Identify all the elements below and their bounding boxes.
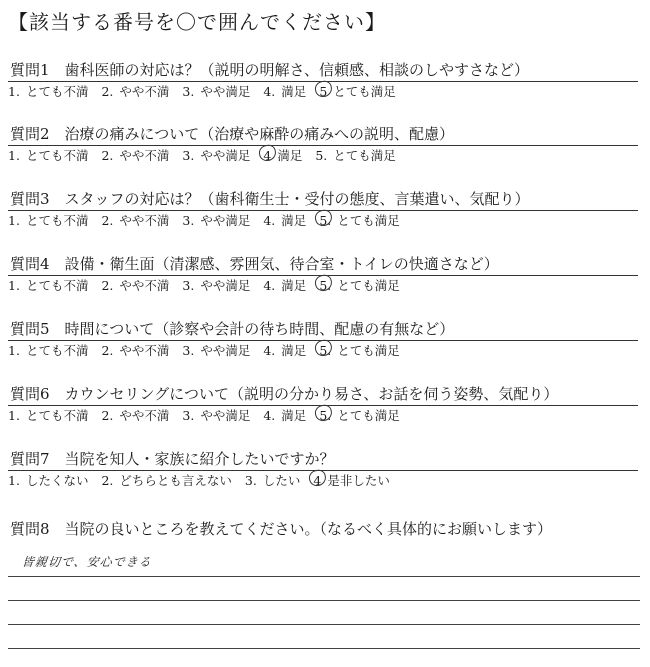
option-label: とても不満 (25, 278, 89, 293)
question-3 (8, 190, 638, 229)
rating-option-5[interactable] (319, 408, 399, 424)
option-label: 満足 (281, 278, 307, 293)
option-number: 3. (244, 473, 257, 488)
option-number: 1. (8, 213, 20, 228)
option-label: 満足 (281, 343, 307, 358)
rating-option-1[interactable] (8, 408, 88, 424)
option-number: 4 (313, 473, 322, 488)
option-number: 4. (263, 408, 276, 423)
option-label: とても満足 (333, 84, 396, 99)
rating-option-4[interactable] (263, 84, 306, 100)
rating-option-1[interactable] (8, 84, 88, 100)
rating-option-3[interactable] (182, 213, 250, 229)
option-number: 3. (182, 148, 195, 163)
option-label: やや不満 (119, 148, 170, 163)
rating-option-3[interactable] (182, 408, 250, 424)
handwritten-answer: 皆親切で、安心できる (21, 555, 153, 569)
question-heading: 質問2 治療の痛みについて（治療や麻酔の痛みへの説明、配慮） (8, 125, 638, 146)
rating-option-5[interactable] (315, 148, 395, 164)
rating-option-5[interactable] (319, 343, 399, 359)
rating-option-3[interactable] (182, 278, 250, 294)
option-number: 1. (8, 408, 20, 423)
option-number: 1. (8, 278, 20, 293)
rating-option-2[interactable] (101, 84, 169, 100)
question-heading: 質問6 カウンセリングについて（説明の分かり易さ、お話を伺う姿勢、気配り） (8, 385, 638, 406)
question-heading: 質問7 当院を知人・家族に紹介したいですか？ (8, 450, 638, 471)
question-8 (8, 520, 638, 540)
option-number: 5. (319, 408, 332, 423)
option-label: とても不満 (25, 213, 89, 228)
rating-option-2[interactable] (101, 473, 231, 489)
rating-option-2[interactable] (101, 213, 169, 229)
rating-option-4[interactable] (263, 148, 302, 164)
option-label: どちらとも言えない (119, 473, 232, 488)
options-row (8, 278, 638, 294)
option-number: 1. (8, 343, 20, 358)
option-number: 5. (315, 148, 328, 163)
option-number: 4. (263, 213, 276, 228)
option-label: とても満足 (337, 278, 400, 293)
option-label: やや満足 (200, 84, 251, 99)
rating-option-5[interactable] (319, 84, 395, 100)
option-label: とても満足 (333, 148, 396, 163)
answer-line (8, 577, 640, 601)
option-label: やや満足 (200, 278, 251, 293)
option-number: 4. (263, 84, 276, 99)
option-label: やや不満 (119, 343, 170, 358)
options-row (8, 343, 638, 359)
option-number: 2. (101, 84, 114, 99)
option-label: やや満足 (200, 408, 251, 423)
option-number: 2. (101, 213, 114, 228)
option-label: 満足 (281, 213, 307, 228)
option-number: 4 (263, 148, 272, 163)
options-row (8, 148, 638, 164)
option-label: 満足 (281, 84, 307, 99)
option-number: 2. (101, 473, 114, 488)
option-number: 1. (8, 84, 20, 99)
rating-option-4[interactable] (263, 278, 306, 294)
option-number: 4. (263, 343, 276, 358)
rating-option-1[interactable] (8, 148, 88, 164)
option-number: 5 (319, 84, 328, 99)
rating-option-2[interactable] (101, 343, 169, 359)
rating-option-4[interactable] (313, 473, 389, 489)
option-label: やや満足 (200, 213, 251, 228)
option-number: 3. (182, 278, 195, 293)
option-number: 1. (8, 473, 20, 488)
question-6 (8, 385, 638, 424)
answer-line (8, 625, 640, 649)
option-label: 満足 (277, 148, 303, 163)
rating-option-4[interactable] (263, 343, 306, 359)
rating-option-4[interactable] (263, 213, 306, 229)
rating-option-3[interactable] (182, 148, 250, 164)
option-number: 1. (8, 148, 20, 163)
option-label: 是非したい (327, 473, 390, 488)
option-label: とても満足 (337, 408, 400, 423)
rating-option-1[interactable] (8, 473, 88, 489)
option-number: 2. (101, 148, 114, 163)
rating-option-3[interactable] (245, 473, 300, 489)
option-number: 5. (319, 343, 332, 358)
option-label: したくない (25, 473, 89, 488)
option-label: とても満足 (337, 213, 400, 228)
rating-option-5[interactable] (319, 213, 399, 229)
option-number: 3. (182, 408, 195, 423)
option-label: 満足 (281, 408, 307, 423)
option-number: 3. (182, 84, 195, 99)
option-label: やや満足 (200, 343, 251, 358)
option-label: とても不満 (25, 148, 89, 163)
rating-option-3[interactable] (182, 343, 250, 359)
page-title: 【該当する番号を〇で囲んでください】 (8, 10, 386, 34)
option-label: やや不満 (119, 213, 170, 228)
option-label: やや不満 (119, 84, 170, 99)
question-heading: 質問8 当院の良いところを教えてください。（なるべく具体的にお願いします） (10, 520, 553, 538)
question-heading: 質問4 設備・衛生面（清潔感、雰囲気、待合室・トイレの快適さなど） (8, 255, 638, 276)
options-row (8, 473, 638, 489)
answer-line (8, 553, 640, 577)
answer-line (8, 601, 640, 625)
option-label: とても不満 (25, 343, 89, 358)
rating-option-1[interactable] (8, 213, 88, 229)
option-label: やや不満 (119, 278, 170, 293)
question-4 (8, 255, 638, 294)
option-label: とても不満 (25, 408, 89, 423)
option-number: 2. (101, 278, 114, 293)
question-heading: 質問5 時間について（診察や会計の待ち時間、配慮の有無など） (8, 320, 638, 341)
rating-option-4[interactable] (263, 408, 306, 424)
rating-option-1[interactable] (8, 343, 88, 359)
option-number: 2. (101, 343, 114, 358)
option-label: とても不満 (25, 84, 89, 99)
option-number: 5. (319, 213, 332, 228)
rating-option-3[interactable] (182, 84, 250, 100)
option-number: 2. (101, 408, 114, 423)
question-heading: 質問1 歯科医師の対応は？（説明の明解さ、信頼感、相談のしやすさなど） (8, 61, 638, 82)
options-row (8, 408, 638, 424)
option-number: 5. (319, 278, 332, 293)
option-label: とても満足 (337, 343, 400, 358)
rating-option-2[interactable] (101, 278, 169, 294)
option-label: やや満足 (200, 148, 251, 163)
rating-option-2[interactable] (101, 148, 169, 164)
rating-option-1[interactable] (8, 278, 88, 294)
option-number: 3. (182, 343, 195, 358)
question-1 (8, 61, 638, 100)
rating-option-5[interactable] (319, 278, 399, 294)
question-heading: 質問3 スタッフの対応は？（歯科衛生士・受付の態度、言葉遣い、気配り） (8, 190, 638, 211)
options-row (8, 84, 638, 100)
question-2 (8, 125, 638, 164)
rating-option-2[interactable] (101, 408, 169, 424)
question-7 (8, 450, 638, 489)
option-label: やや不満 (119, 408, 170, 423)
option-number: 3. (182, 213, 195, 228)
option-label: したい (262, 473, 301, 488)
free-answer-area[interactable] (8, 553, 640, 649)
question-5 (8, 320, 638, 359)
options-row (8, 213, 638, 229)
option-number: 4. (263, 278, 276, 293)
